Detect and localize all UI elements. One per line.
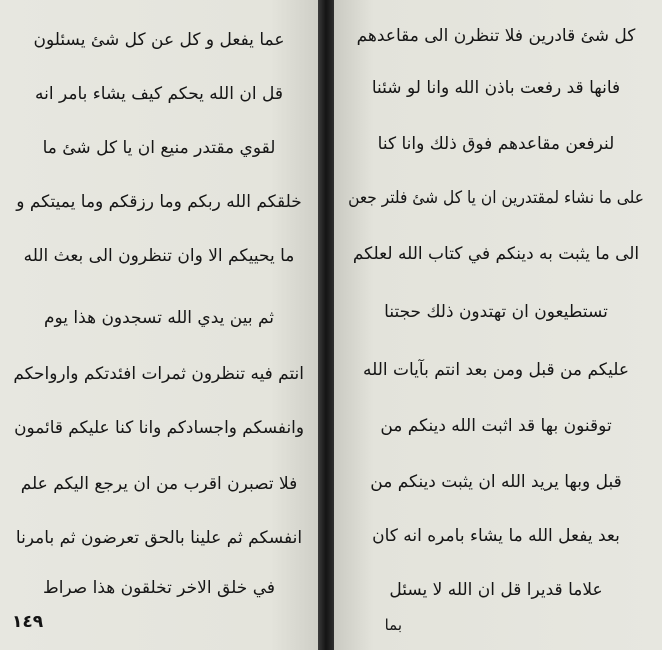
right-line-1: كل شئ قادرين فلا تنظرن الى مقاعدهم [356,26,636,46]
left-line-5: ما يحييكم الا وان تنظرون الى بعث الله [23,246,295,266]
page-number: ١٤٩ [12,612,44,632]
right-page [334,0,662,650]
right-line-8: توقنون بها قد اثبت الله دينكم من [380,416,612,436]
right-line-4: على ما نشاء لمقتدرين ان يا كل شئ فلتر جعن [348,188,644,208]
left-line-9: فلا تصبرن اقرب من ان يرجع اليكم علم [20,474,298,494]
right-line-5: الى ما يثبت به دينكم في كتاب الله لعلكم [352,244,640,264]
left-line-11: في خلق الاخر تخلقون هذا صراط [42,578,275,598]
right-line-7: عليكم من قبل ومن بعد انتم بآيات الله [362,360,630,380]
right-line-11: علاما قديرا قل ان الله لا يسئل [389,580,603,600]
left-line-7: انتم فيه تنظرون ثمرات افئدتكم وارواحكم [13,364,305,384]
left-line-10: انفسكم ثم علينا بالحق تعرضون ثم بامرنا [15,528,303,548]
left-line-1: عما يفعل و كل عن كل شئ يسئلون [33,30,285,50]
book-gutter [318,0,334,650]
left-line-8: وانفسكم واجسادكم وانا كنا عليكم قائمون [14,418,305,438]
left-line-3: لقوي مقتدر منيع ان يا كل شئ ما [42,138,276,158]
left-page [0,0,318,650]
right-line-6: تستطيعون ان تهتدون ذلك حجتنا [384,302,608,322]
catchword: بما [384,616,402,634]
left-line-2: قل ان الله يحكم كيف يشاء بامر انه [35,84,283,104]
left-line-6: ثم بين يدي الله تسجدون هذا يوم [43,308,274,328]
right-line-9: قبل وبها يريد الله ان يثبت دينكم من [370,472,622,492]
right-line-2: فانها قد رفعت باذن الله وانا لو شئنا [371,78,621,98]
right-line-3: لنرفعن مقاعدهم فوق ذلك وانا كنا [377,134,615,154]
left-line-4: خلقكم الله ربكم وما رزقكم وما يميتكم و [16,192,302,212]
right-line-10: بعد يفعل الله ما يشاء بامره انه كان [372,526,620,546]
